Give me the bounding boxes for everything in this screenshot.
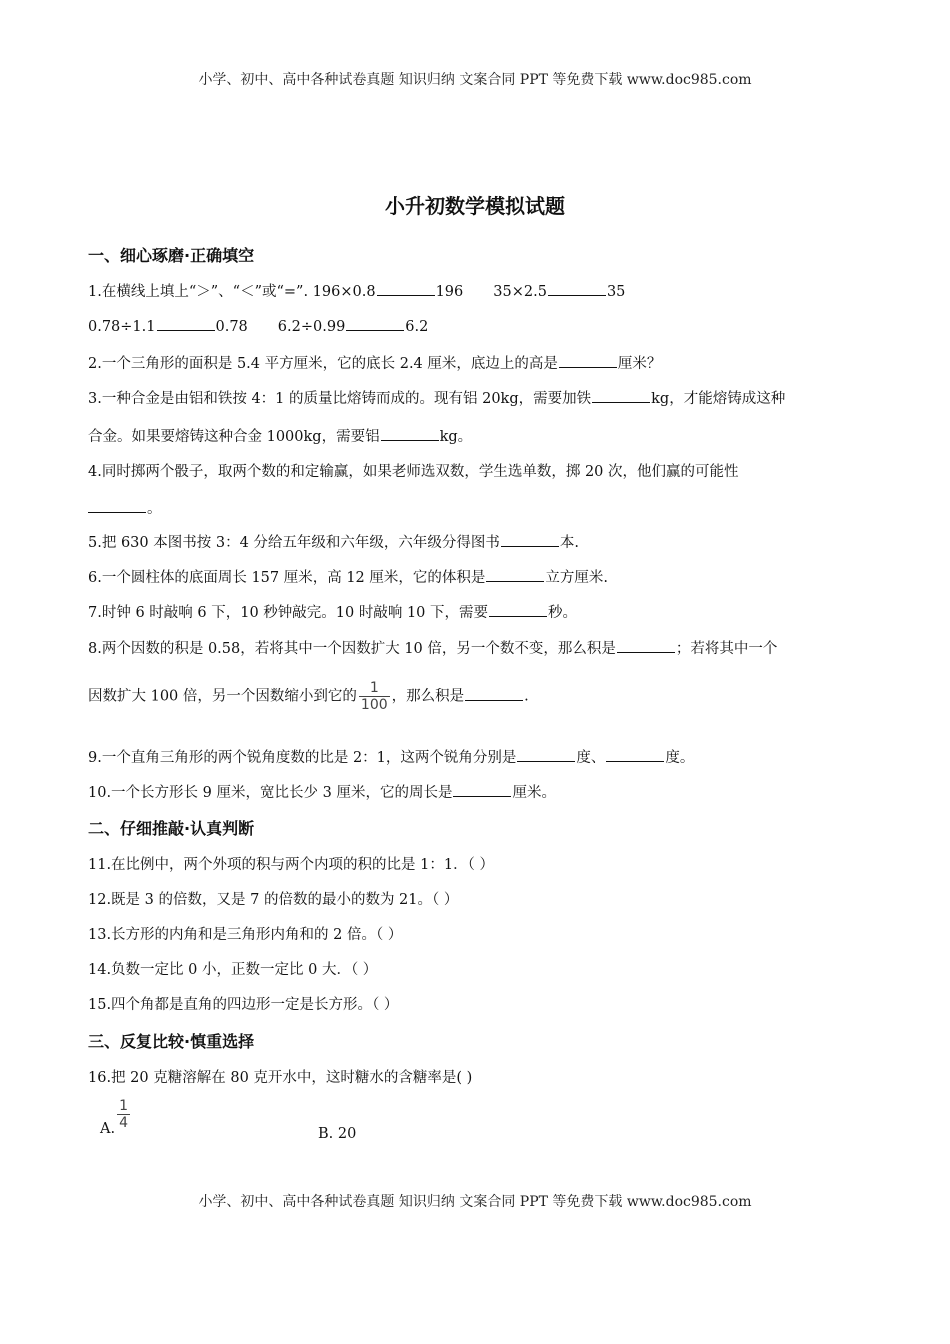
answer-blank[interactable] — [88, 499, 146, 513]
q9-mid: 度、 — [576, 750, 606, 766]
q8-text-2: 因数扩大 100 倍，另一个因数缩小到它的 — [88, 688, 357, 705]
q1-d-right: 6.2 — [405, 319, 429, 335]
question-6 — [88, 566, 608, 587]
answer-blank[interactable] — [346, 317, 404, 331]
question-11 — [88, 853, 494, 874]
question-2 — [88, 352, 661, 373]
answer-blank[interactable] — [617, 639, 675, 653]
question-4-line-1: 4.同时掷两个骰子，取两个数的和定输赢，如果老师选双数，学生选单数，掷 20 次，他们赢的可能性 — [88, 464, 739, 480]
q5-unit: 本. — [559, 535, 580, 551]
question-10 — [88, 781, 556, 802]
fraction-one-hundredth — [359, 680, 390, 713]
question-13 — [88, 923, 402, 944]
answer-blank[interactable] — [606, 748, 664, 762]
q1-b-left: 35×2.5 — [493, 284, 547, 300]
judge-answer-parens[interactable]: （ ） — [432, 892, 459, 908]
judge-text: 11.在比例中，两个外项的积与两个内项的积的比是 1：1． — [88, 857, 468, 873]
answer-blank[interactable] — [501, 533, 559, 547]
answer-blank[interactable] — [489, 603, 547, 617]
q1-d-left: 6.2÷0.99 — [277, 319, 346, 335]
q6-text: 6.一个圆柱体的底面周长 157 厘米，高 12 厘米，它的体积是 — [88, 570, 486, 586]
q8-text: 8.两个因数的积是 0.58，若将其中一个因数扩大 10 倍，另一个数不变，那么积是 — [88, 641, 616, 657]
question-5 — [88, 531, 579, 552]
question-14 — [88, 958, 377, 979]
q3-text: 3.一种合金是由铝和铁按 4：1 的质量比熔铸而成的。现有铝 20kg，需要加铁 — [88, 391, 592, 407]
fraction-numerator: 1 — [369, 680, 379, 696]
answer-blank[interactable] — [517, 748, 575, 762]
question-4-line-2 — [88, 497, 162, 518]
question-8-line-2 — [88, 680, 529, 713]
q1-a-right: 196 — [435, 284, 464, 300]
fraction-denominator: 4 — [119, 1115, 129, 1131]
q3-unit: kg。 — [439, 429, 473, 445]
judge-answer-parens[interactable]: （ ） — [350, 962, 378, 978]
option-a-label: A. — [100, 1120, 116, 1137]
q1-intro: 1.在横线上填上“＞”、“＜”或“=”. 196×0.8 — [88, 284, 376, 300]
question-15 — [88, 993, 398, 1014]
q2-unit: 厘米？ — [617, 356, 662, 372]
question-9 — [88, 746, 694, 767]
q4-end: 。 — [147, 501, 162, 517]
judge-text: 13.长方形的内角和是三角形内角和的 2 倍。 — [88, 927, 377, 943]
q10-text: 10.一个长方形长 9 厘米，宽比长少 3 厘米，它的周长是 — [88, 785, 453, 801]
answer-blank[interactable] — [559, 354, 617, 368]
q1-b-right: 35 — [606, 284, 626, 300]
judge-answer-parens[interactable]: （ ） — [467, 857, 494, 873]
q9-unit: 度。 — [665, 750, 695, 766]
q8-end: . — [524, 688, 529, 705]
answer-blank[interactable] — [453, 783, 511, 797]
answer-blank[interactable] — [377, 282, 435, 296]
judge-answer-parens[interactable]: （ ） — [376, 927, 403, 943]
judge-text: 12.既是 3 的倍数，又是 7 的倍数的最小的数为 21。 — [88, 892, 433, 908]
answer-blank[interactable] — [381, 427, 439, 441]
section-heading-multiple-choice: 三、反复比较·慎重选择 — [88, 1032, 255, 1051]
answer-blank[interactable] — [486, 568, 544, 582]
judge-text: 14.负数一定比 0 小，正数一定比 0 大． — [88, 962, 351, 978]
section-heading-fill-blank: 一、细心琢磨·正确填空 — [88, 246, 255, 265]
q2-text: 2.一个三角形的面积是 5.4 平方厘米，它的底长 2.4 厘米，底边上的高是 — [88, 356, 558, 372]
option-a[interactable] — [100, 1098, 132, 1137]
option-b[interactable]: B. 20 — [318, 1126, 357, 1142]
question-16-stem: 16.把 20 克糖溶解在 80 克开水中，这时糖水的含糖率是( ) — [88, 1070, 473, 1086]
q8-text-after: ；若将其中一个 — [675, 641, 778, 657]
section-heading-true-false: 二、仔细推敲·认真判断 — [88, 819, 255, 838]
page-title: 小升初数学模拟试题 — [385, 194, 565, 218]
q5-text: 5.把 630 本图书按 3：4 分给五年级和六年级，六年级分得图书 — [88, 535, 500, 551]
answer-blank[interactable] — [548, 282, 606, 296]
answer-blank[interactable] — [592, 389, 650, 403]
judge-text: 15.四个角都是直角的四边形一定是长方形。 — [88, 997, 373, 1013]
fraction-numerator: 1 — [119, 1098, 129, 1114]
q7-text: 7.时钟 6 时敲响 6 下，10 秒钟敲完。10 时敲响 10 下，需要 — [88, 605, 489, 621]
judge-answer-parens[interactable]: （ ） — [372, 997, 399, 1013]
fraction-one-quarter — [117, 1098, 130, 1131]
q3-text-2: 合金。如果要熔铸这种合金 1000kg，需要铝 — [88, 429, 380, 445]
q10-unit: 厘米。 — [512, 785, 556, 801]
page-header: 小学、初中、高中各种试卷真题 知识归纳 文案合同 PPT 等免费下载 www.doc985.com — [198, 72, 752, 88]
q9-text: 9.一个直角三角形的两个锐角度数的比是 2：1，这两个锐角分别是 — [88, 750, 517, 766]
q1-c-right: 0.78 — [215, 319, 248, 335]
q3-text-after: kg，才能熔铸成这种 — [651, 391, 786, 407]
question-8-line-1 — [88, 637, 777, 658]
question-3-line-2 — [88, 425, 472, 446]
answer-blank[interactable] — [157, 317, 215, 331]
question-12 — [88, 888, 458, 909]
q6-unit: 立方厘米. — [545, 570, 609, 586]
page-footer: 小学、初中、高中各种试卷真题 知识归纳 文案合同 PPT 等免费下载 www.doc985.com — [198, 1194, 752, 1210]
q7-unit: 秒。 — [548, 605, 578, 621]
question-3-line-1 — [88, 387, 785, 408]
q1-c-left: 0.78÷1.1 — [88, 319, 156, 335]
answer-blank[interactable] — [465, 687, 523, 701]
question-1-line-2 — [88, 317, 428, 335]
q8-text-3: ，那么积是 — [391, 688, 465, 705]
fraction-denominator: 100 — [360, 697, 388, 713]
question-7 — [88, 601, 577, 622]
question-1-line-1 — [88, 280, 625, 301]
